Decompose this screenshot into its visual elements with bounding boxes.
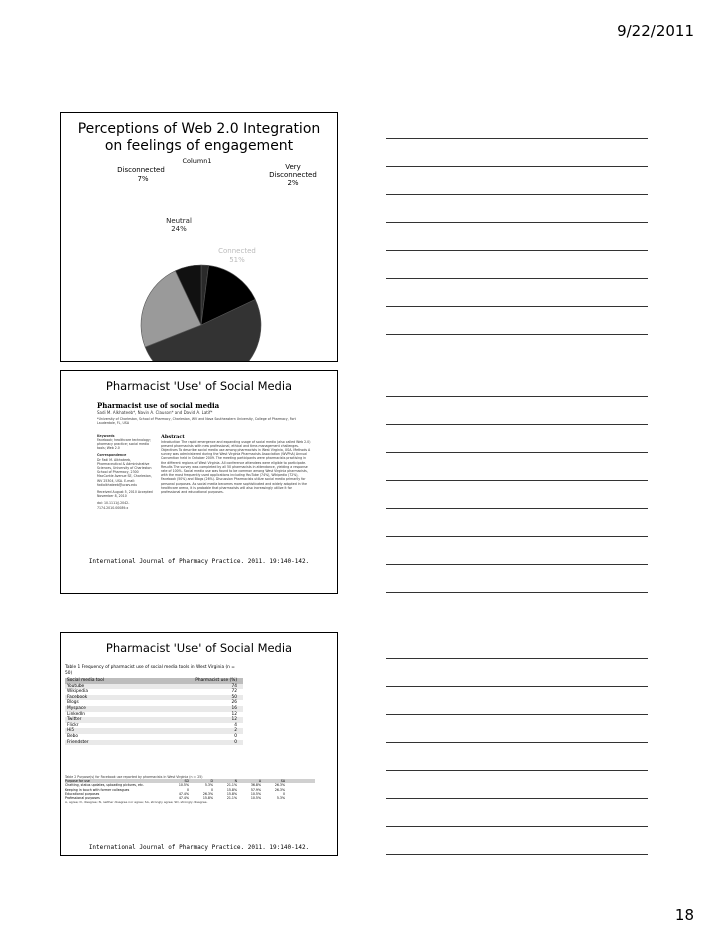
table-cell: SD <box>184 779 189 784</box>
table-cell: Bebo <box>67 733 78 739</box>
correspondence-label: Correspondence <box>97 453 127 458</box>
table-cell: D <box>210 779 213 784</box>
label-very-disconnected-line1: Very <box>285 163 301 171</box>
table-cell: Keeping in touch with former colleagues <box>65 787 130 792</box>
table-cell: SA <box>280 779 285 784</box>
slide-1 <box>60 112 338 362</box>
table-cell: 5.3% <box>276 795 285 800</box>
table-cell: 10.5% <box>250 795 261 800</box>
table-2-caption: Table 2 Purpose(s) for Facebook use reported by pharmacists in West Virginia (n = 25) <box>65 775 203 779</box>
table-1-caption: Table 1 Frequency of pharmacist use of social media tools in West Virginia (n = 50) <box>65 665 235 676</box>
table-2 <box>65 775 315 804</box>
table-cell: Educational purposes <box>65 791 100 796</box>
slide-3 <box>60 632 338 856</box>
table-cell: Blogs <box>67 700 79 706</box>
table-cell: Friendster <box>67 739 89 745</box>
table-cell: Myspace <box>67 705 86 711</box>
page-number: 18 <box>674 906 694 924</box>
table-cell: 10.5% <box>178 783 189 788</box>
table-cell: 0 <box>234 739 237 745</box>
table-cell: 74 <box>231 683 237 689</box>
table-cell: 47.4% <box>178 791 189 796</box>
pie-labels <box>117 163 317 264</box>
abstract-label: Abstract <box>161 433 185 440</box>
paper-abstract-image <box>97 401 315 563</box>
table-cell: 72 <box>231 689 237 695</box>
table-cell: Hi5 <box>67 728 75 734</box>
slide-2-citation: International Journal of Pharmacy Practice. 2011. 19:140-142. <box>88 558 310 565</box>
table-cell: 21.1% <box>226 795 237 800</box>
table-cell: LinkedIn <box>67 711 86 717</box>
table-cell: 2 <box>234 728 237 734</box>
table-cell: 4 <box>234 722 237 728</box>
table-cell: 26 <box>231 700 237 706</box>
table-cell: 26.3% <box>274 787 285 792</box>
table-cell: 0 <box>282 791 285 796</box>
table-cell: 50 <box>231 694 237 700</box>
table-cell: 47.4% <box>178 795 189 800</box>
table-cell: 57.9% <box>250 787 261 792</box>
table-row <box>65 740 243 746</box>
table-cell: 26.3% <box>274 783 285 788</box>
table-cell: 12 <box>231 717 237 723</box>
slide-2-title: Pharmacist 'Use' of Social Media <box>105 379 293 393</box>
paper-affiliation: *University of Charleston, School of Pharmacy, Charleston, WV and Nova Southeastern University, College of Pharmacy, Fort Lauderdale, FL, USA <box>97 417 296 426</box>
label-connected-value: 51% <box>229 256 245 264</box>
label-connected: Connected <box>218 247 256 255</box>
table-cell: 12 <box>231 711 237 717</box>
keywords: Facebook; healthcare technology; pharmacy practice; social media tools; Web 2.0 <box>97 437 151 451</box>
title-line-2: on feelings of engagement <box>104 138 294 154</box>
label-disconnected-value: 7% <box>137 175 149 183</box>
label-neutral: Neutral <box>166 217 192 225</box>
print-date: 9/22/2011 <box>617 22 694 40</box>
pie-series-label: Column1 <box>182 157 212 165</box>
title-line-1: Perceptions of Web 2.0 Integration <box>77 121 321 137</box>
label-very-disconnected-value: 2% <box>287 179 299 187</box>
table-cell: 0 <box>186 787 189 792</box>
table-cell: Youtube <box>67 683 85 689</box>
label-very-disconnected-line2: Disconnected <box>269 171 317 179</box>
table-cell: 0 <box>210 787 213 792</box>
table-cell: Twitter <box>67 717 82 723</box>
table-cell: Purpose for use <box>65 779 90 784</box>
received-dates: Received August 5, 2010 Accepted November 8, 2010 <box>97 490 153 499</box>
table-cell: Pharmacist use (%) <box>195 678 237 683</box>
table-cell: N <box>234 779 237 784</box>
table-cell: 15.8% <box>226 787 237 792</box>
keywords-label: Keywords <box>97 433 115 438</box>
paper-authors: Sadi M. Alkhateeb*, Navin A. Clauson* and David A. Latif* <box>97 410 213 415</box>
table-cell: Chatting, status updates, uploading pictures, etc. <box>65 783 144 788</box>
table-cell: 36.8% <box>250 783 261 788</box>
table-cell: 15.8% <box>226 791 237 796</box>
table-cell: Professional purposes <box>65 795 100 800</box>
table-2-note: A, agree; D, disagree; N, neither disagree nor agree; SA, strongly agree; SD, strongly disagree. <box>65 800 208 805</box>
doi: doi: 10.1111/j.2042-7174.2010.00089.x <box>97 501 130 510</box>
table-cell: Flickr <box>67 722 79 728</box>
table-cell: 10.5% <box>250 791 261 796</box>
slide-3-citation: International Journal of Pharmacy Practice. 2011. 19:140-142. <box>88 844 310 851</box>
table-cell: 0 <box>234 733 237 739</box>
table-cell: 26.3% <box>202 791 213 796</box>
table-cell: A <box>258 779 261 784</box>
slide-2 <box>60 370 338 594</box>
slide-3-title: Pharmacist 'Use' of Social Media <box>105 641 293 655</box>
label-neutral-value: 24% <box>171 225 187 233</box>
table-cell: Facebook <box>67 694 88 700</box>
table-cell: Social media tool <box>67 678 104 683</box>
table-cell: 15.8% <box>202 795 213 800</box>
label-disconnected: Disconnected <box>117 166 165 174</box>
abstract-text: Introduction The rapid emergence and expanding usage of social media (also called Web 2.0) present pharmacists with new professional, ethical and time-management challenges. Objectives To describe social media use among pharmacists in West Virginia, USA. Methods A survey was administered during the West Virginia Pharmacists Association (WVPhA) Annual Convention held in October 2009. The meeting participants were pharmacists practising in the different regions of West Virginia. All conference attendees were eligible to participate. Results The survey was completed by all 50 pharmacists in attendance, yielding a response rate of 100%. Social media use was found to be common among West Virginia pharmacists, with the most frequently used applications including YouTube (74%), Wikipedia (72%), Facebook (50%) and Blogs (26%). Discussion Pharmacists utilize social media primarily for personal purposes. As social media becomes more sophisticated and widely adopted in the healthcare arena, it is probable that pharmacists will also increasingly utilize it for professional and educational purposes. <box>161 439 311 495</box>
table-1 <box>65 665 243 745</box>
paper-title: Pharmacist use of social media <box>97 401 220 410</box>
table-cell: 16 <box>231 705 237 711</box>
table-cell: Wikipedia <box>67 689 88 695</box>
pie-slices <box>141 265 261 361</box>
table-cell: 21.1% <box>226 783 237 788</box>
correspondence: Dr Fadi M. Alkhateeb, Pharmaceutical & Administrative Sciences, University of Charleston School of Pharmacy, 2300 MacCorkle Avenue SE, Charleston, WV 25304, USA. E-mail: fadialkhateeb@ucwv.edu <box>97 457 152 487</box>
pie-chart <box>61 113 337 361</box>
table-cell: 5.3% <box>204 783 213 788</box>
